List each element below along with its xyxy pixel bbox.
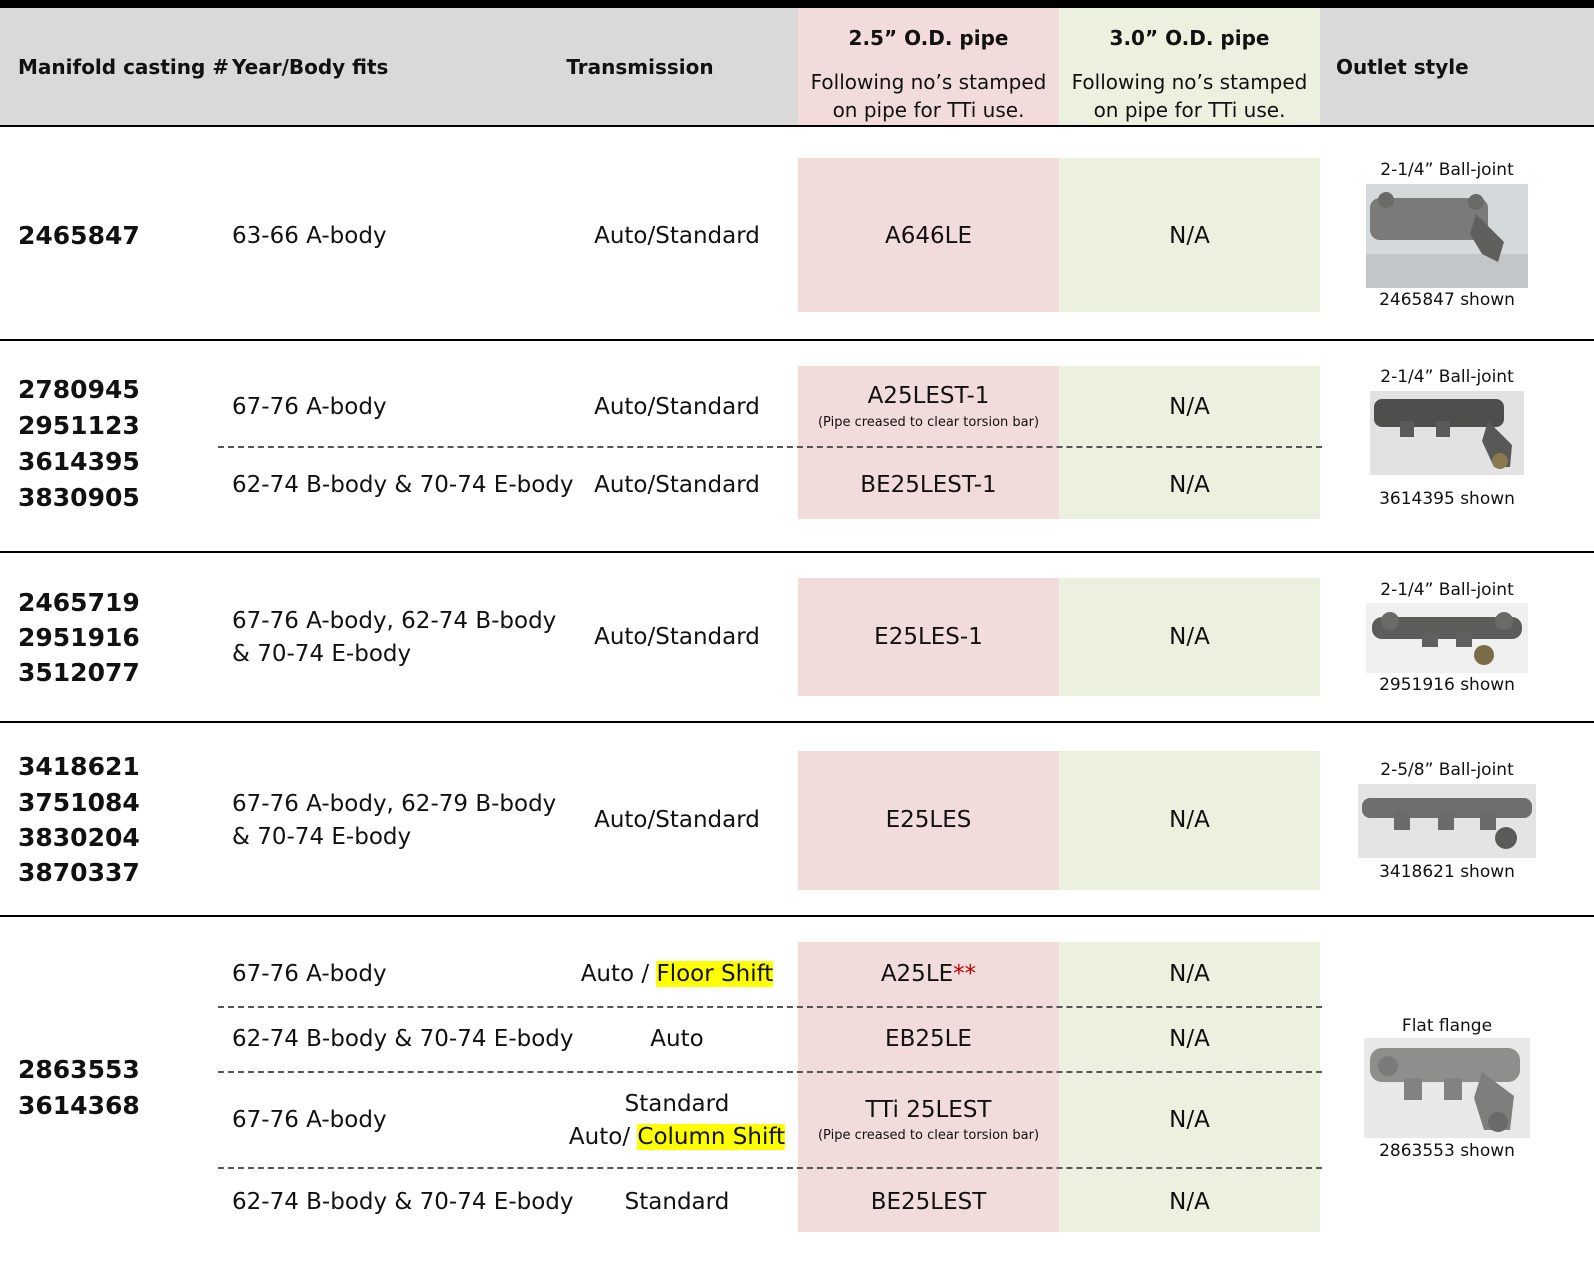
transmission-cell: Auto/Standard xyxy=(594,807,760,833)
casting-number: 2780945 xyxy=(18,375,140,404)
year-body-cell: 63-66 A-body xyxy=(232,223,387,249)
pipe25-note: (Pipe creased to clear torsion bar) xyxy=(817,1128,1040,1143)
casting-number: 2863553 xyxy=(18,1055,140,1084)
pipe30-cell: N/A xyxy=(1169,394,1210,420)
pipe25-cell: E25LES-1 xyxy=(874,624,983,650)
pipe25-note: (Pipe creased to clear torsion bar) xyxy=(817,415,1040,430)
header-divider xyxy=(0,125,1594,127)
pipe30-cell: N/A xyxy=(1169,1189,1210,1215)
pipe25-cell: EB25LE xyxy=(885,1026,972,1052)
row-divider-dashed xyxy=(218,1167,1322,1169)
transmission-cell: Auto/Standard xyxy=(594,394,760,420)
top-border xyxy=(0,0,1594,8)
pipe25-cell: A25LEST-1 xyxy=(867,383,990,409)
pipe25-cell: BE25LEST xyxy=(870,1189,987,1215)
casting-number: 3614395 xyxy=(18,447,140,476)
row-divider-dashed xyxy=(218,1071,1322,1073)
pipe25-cell: A646LE xyxy=(885,223,972,249)
group-divider xyxy=(0,915,1594,917)
year-body-cell: 62-74 B-body & 70-74 E-body xyxy=(232,472,574,498)
pipe25-code: A25LE xyxy=(880,961,954,987)
transmission-cell xyxy=(560,1121,794,1153)
casting-number: 3418621 xyxy=(18,752,140,781)
transmission-cell: Standard xyxy=(624,1091,730,1117)
transmission-prefix: Auto/ xyxy=(568,1124,638,1150)
manifold-image xyxy=(1366,603,1528,673)
casting-number: 2951916 xyxy=(18,623,140,652)
casting-number: 3614368 xyxy=(18,1091,140,1120)
outlet-caption: 2951916 shown xyxy=(1379,675,1515,695)
header-pipe30-title: 3.0” O.D. pipe xyxy=(1109,26,1270,50)
casting-number: 2951123 xyxy=(18,411,140,440)
manifold-photo xyxy=(1358,784,1536,858)
transmission-prefix: Auto / xyxy=(580,961,657,987)
transmission-highlight: Column Shift xyxy=(637,1124,786,1150)
pipe30-cell: N/A xyxy=(1169,1107,1210,1133)
outlet-style-label: 2-1/4” Ball-joint xyxy=(1380,160,1514,180)
year-body-cell: 67-76 A-body xyxy=(232,1107,387,1133)
header-pipe25-sub2: on pipe for TTi use. xyxy=(832,98,1025,122)
outlet-caption: 2465847 shown xyxy=(1379,290,1515,310)
pipe25-mark: ** xyxy=(953,961,977,987)
casting-number: 3751084 xyxy=(18,788,140,817)
pipe30-cell: N/A xyxy=(1169,1026,1210,1052)
manifold-image xyxy=(1364,1038,1530,1138)
header-pipe30-sub2: on pipe for TTi use. xyxy=(1093,98,1286,122)
transmission-cell: Standard xyxy=(624,1189,730,1215)
year-body-cell: 62-74 B-body & 70-74 E-body xyxy=(232,1026,574,1052)
transmission-highlight: Floor Shift xyxy=(656,961,774,987)
outlet-caption: 2863553 shown xyxy=(1379,1141,1515,1161)
casting-number: 3870337 xyxy=(18,858,140,887)
casting-number: 3830905 xyxy=(18,483,140,512)
year-body-cell: 62-74 B-body & 70-74 E-body xyxy=(232,1189,574,1215)
manifold-image xyxy=(1370,391,1524,475)
outlet-style-label: 2-5/8” Ball-joint xyxy=(1380,760,1514,780)
manifold-photo xyxy=(1370,391,1524,475)
header-pipe30-sub1: Following no’s stamped xyxy=(1071,70,1308,94)
casting-number: 2465719 xyxy=(18,588,140,617)
pipe25-cell: TTi 25LEST xyxy=(865,1097,992,1123)
pipe25-cell xyxy=(798,958,1059,990)
casting-number: 2465847 xyxy=(18,221,140,250)
casting-number: 3512077 xyxy=(18,658,140,687)
pipe30-cell: N/A xyxy=(1169,624,1210,650)
header-pipe25-title: 2.5” O.D. pipe xyxy=(848,26,1009,50)
header-outlet: Outlet style xyxy=(1336,55,1469,79)
transmission-cell: Auto/Standard xyxy=(594,624,760,650)
manifold-photo xyxy=(1364,1038,1530,1138)
year-body-cell: & 70-74 E-body xyxy=(232,641,412,667)
pipe30-cell: N/A xyxy=(1169,472,1210,498)
transmission-cell: Auto xyxy=(650,1026,704,1052)
pipe30-cell: N/A xyxy=(1169,223,1210,249)
header-transmission: Transmission xyxy=(566,55,714,79)
group-divider xyxy=(0,339,1594,341)
year-body-cell: 67-76 A-body xyxy=(232,961,387,987)
header-pipe25-sub1: Following no’s stamped xyxy=(810,70,1047,94)
pipe30-cell: N/A xyxy=(1169,807,1210,833)
group-divider xyxy=(0,551,1594,553)
outlet-caption: 3614395 shown xyxy=(1379,489,1515,509)
manifold-photo xyxy=(1366,184,1528,288)
outlet-style-label: 2-1/4” Ball-joint xyxy=(1380,580,1514,600)
year-body-cell: 67-76 A-body, 62-74 B-body xyxy=(232,608,557,634)
row-divider-dashed xyxy=(218,446,1322,448)
year-body-cell: & 70-74 E-body xyxy=(232,824,412,850)
header-year-body: Year/Body fits xyxy=(232,55,389,79)
group-divider xyxy=(0,721,1594,723)
pipe30-cell: N/A xyxy=(1169,961,1210,987)
year-body-cell: 67-76 A-body, 62-79 B-body xyxy=(232,791,557,817)
outlet-style-label: 2-1/4” Ball-joint xyxy=(1380,367,1514,387)
pipe25-cell: E25LES xyxy=(885,807,972,833)
manifold-photo xyxy=(1366,603,1528,673)
row-divider-dashed xyxy=(218,1006,1322,1008)
manifold-image xyxy=(1366,184,1528,288)
pipe25-cell: BE25LEST-1 xyxy=(860,472,997,498)
transmission-cell: Auto/Standard xyxy=(594,223,760,249)
outlet-style-label: Flat flange xyxy=(1401,1016,1493,1036)
year-body-cell: 67-76 A-body xyxy=(232,394,387,420)
outlet-caption: 3418621 shown xyxy=(1379,862,1515,882)
header-casting: Manifold casting # xyxy=(18,55,230,79)
transmission-cell: Auto/Standard xyxy=(594,472,760,498)
manifold-image xyxy=(1358,784,1536,858)
casting-number: 3830204 xyxy=(18,823,140,852)
transmission-cell xyxy=(560,958,794,990)
